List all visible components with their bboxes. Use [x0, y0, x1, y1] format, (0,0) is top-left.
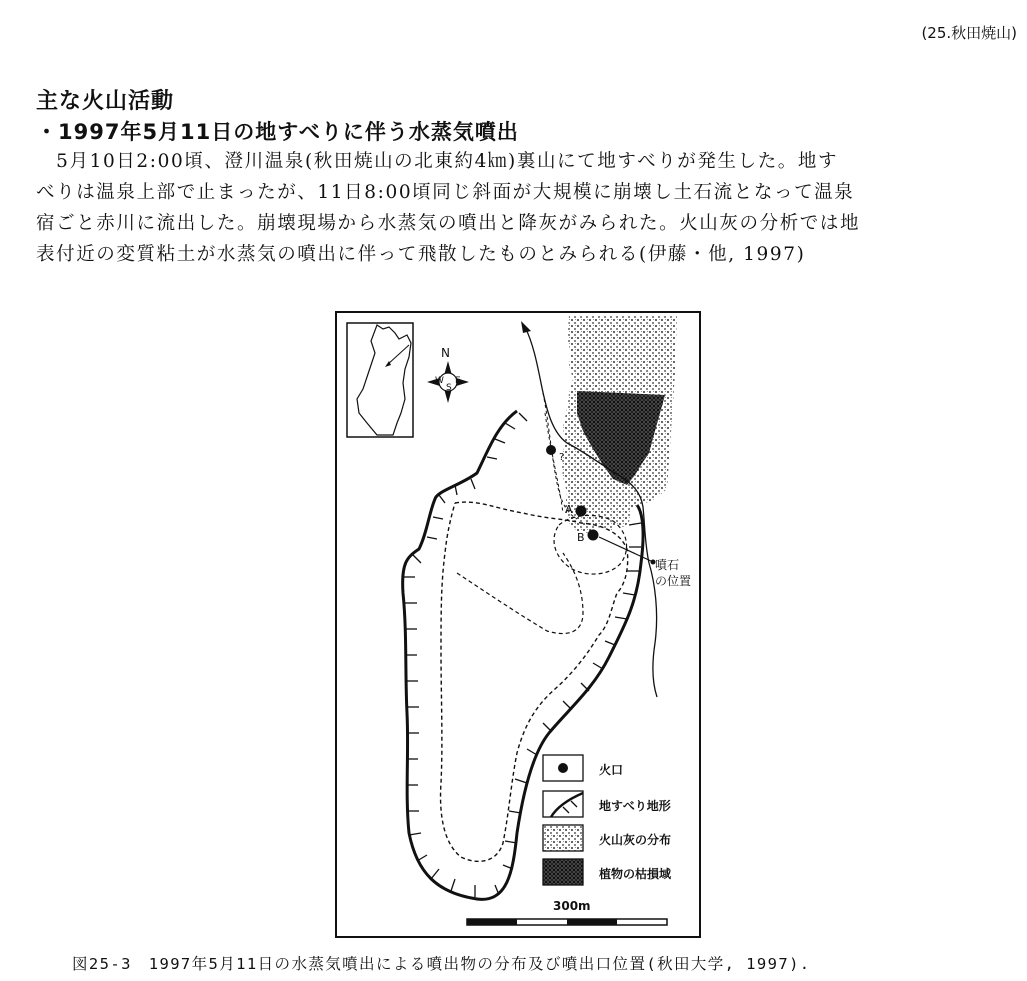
scale-bar: [467, 919, 667, 925]
legend-crater-label: 火口: [599, 763, 624, 777]
point-b-label: B: [577, 531, 585, 544]
body-paragraph: [36, 146, 1006, 270]
crater-marker-a: [576, 506, 587, 517]
compass-north-label: N: [441, 346, 450, 360]
event-title: ・1997年5月11日の地すべりに伴う水蒸気噴出: [36, 120, 519, 144]
map-legend: [543, 755, 583, 885]
scale-label: 300m: [553, 899, 591, 913]
river-flow-arrow: [521, 321, 531, 333]
crater-marker-q: [546, 445, 556, 455]
compass-icon: [427, 361, 469, 403]
point-q-label: ?: [559, 452, 565, 463]
legend-landslide-label: 地すべり地形: [599, 799, 671, 813]
debris-inner-boundary: [457, 553, 583, 634]
figure-caption: 図25-3 1997年5月11日の水蒸気噴出による噴出物の分布及び噴出口位置(秋田大学, 1997).: [72, 955, 811, 973]
point-a-label: A: [565, 503, 573, 516]
ejecta-label-line2: の位置: [655, 574, 692, 588]
compass-east-label: E: [455, 376, 461, 386]
ejecta-label-line1: 噴石: [655, 558, 680, 572]
paragraph-line: 5月10日2:00頃、澄川温泉(秋田焼山の北東約4㎞)裏山にて地すべりが発生した。地す: [36, 151, 839, 172]
landslide-map-figure: [335, 311, 701, 938]
legend-ash-label: 火山灰の分布: [599, 833, 672, 847]
legend-vegetation-label: 植物の枯損域: [599, 867, 672, 881]
inset-map: [347, 323, 413, 437]
crater-marker-b: [588, 530, 599, 541]
page-reference: (25.秋田焼山): [921, 24, 1017, 42]
compass-west-label: W: [435, 376, 444, 386]
paragraph-line: べりは温泉上部で止まったが、11日8:00頃同じ斜面が大規模に崩壊し土石流となって温泉: [36, 182, 855, 203]
paragraph-line: 宿ごと赤川に流出した。崩壊現場から水蒸気の噴出と降灰がみられた。火山灰の分析では地: [36, 213, 861, 234]
section-title: 主な火山活動: [36, 89, 175, 114]
paragraph-line: 表付近の変質粘土が水蒸気の噴出に伴って飛散したものとみられる(伊藤・他, 1997): [36, 244, 806, 265]
compass-south-label: S: [446, 383, 452, 393]
